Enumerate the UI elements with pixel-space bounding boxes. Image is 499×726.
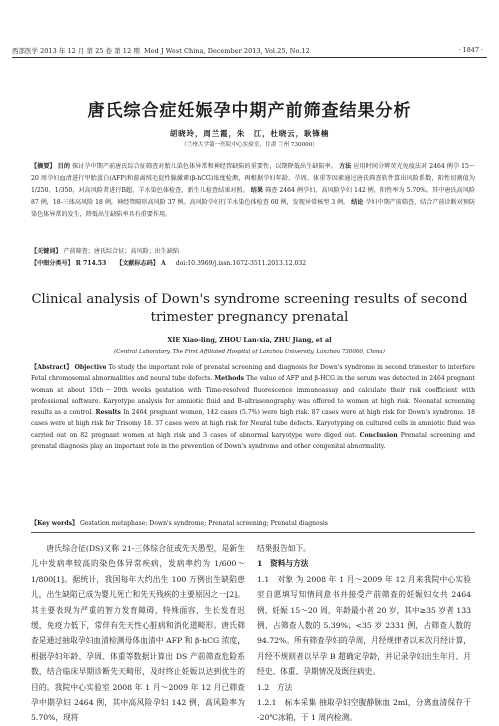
keywords-label-en: 【Key words】 <box>31 520 79 527</box>
results-text-en: In 2464 pregnant women, 142 cases (5.7%) were high risk. 87 cases were at high risk for Down's syndrome. 18 cases were at high risk for Trisomy 18. 37 cases were at high risk for Neural tube defects. Karyotyping on cultured cells in amniotic fluid was carried out on 82 pregnant women at high risk and 3 cases of abnormal karyotype were diged out. <box>31 409 475 439</box>
journal-name-en: Med J West China, December 2013, Vol.25, No.12 <box>144 47 310 55</box>
keywords-en <box>31 518 475 527</box>
abstract-label: 【摘要】 <box>31 163 56 170</box>
journal-name-cn: 西部医学 2013 年 12 月 第 25 卷 第 12 期 <box>12 47 140 55</box>
objective-label: 目的 <box>57 163 70 170</box>
affiliation-en: (Central Laboratory, The First Affiliated Hospital of Lanzhou University, Lanzhou 730000, China) <box>114 349 385 355</box>
methods-label: 方法 <box>339 163 352 170</box>
results-label-en: Results <box>95 409 121 417</box>
title-en-line: trimester pregnancy prenatal <box>150 310 349 325</box>
body-paragraph: 唐氏综合征(DS)又称 21-三体综合征或先天愚型，是新生儿中发病率较高的染色体异常疾病，发病率约为 1/600～1/800[1]。据统计，我国每年大约出生 100 万例出生缺陷患儿，出生缺陷已成为婴儿死亡和先天残疾的主要原因之一[2]。其主要表现为严重的智力发育障碍，特殊面容，生长发育迟缓，免疫力低下，常伴有先天性心脏病和消化道畸形。唐氏筛查是通过抽取孕妇血清检测母体血清中 AFP 和 β-hCG 浓度，根据孕妇年龄、孕周、体重等数据计算出 DS 产前筛查危险系数，结合临床早期诊断先天畸形，及时终止妊娠以达到优生的目的。我院中心实验室 2008 年 1 月～2009 年 12 月已筛查孕中期孕妇 2464 例，其中高风险孕妇 142 例，高风险率为 5.70%，现将 <box>31 544 245 723</box>
abstract-en <box>31 362 475 452</box>
methods-label-en: Methods <box>214 375 245 383</box>
section-heading: 1 资料与方法 <box>257 559 309 569</box>
keywords-label: 【关键词】 <box>31 248 62 255</box>
subsection-heading: 1.2 方法 <box>257 682 293 692</box>
objective-text: 探讨孕中期产前唐氏综合征筛查对胎儿染色体异常和神经管缺陷的重要性，以期降低出生缺陷率。 <box>72 163 337 170</box>
body-paragraph: 为 2008 年 1 月～2009 年 12 月来我院中心实验室自愿填写知情同意书并接受产前筛查的妊娠妇女共 2464 例，妊娠 15～20 周，年龄最小者 20 岁，其中≥35 岁者 133 例，占筛查人数的 5.39%；<35 岁 2331 例，占筛查人数的 94.72%。所有筛查孕妇的孕周，月经规律者以末次月经计算，月经不规则者以早孕 B 超确定孕龄，并记录孕妇出生年月、月经史、体重、孕期情况及既往病史。 <box>257 574 471 677</box>
conclusion-text: 孕妇中期产前筛查，结合产前诊断对预防染色体异常的发生，降低出生缺陷率具有重要作用。 <box>31 199 476 219</box>
conclusion-text-en: Prenatal screening and prenatal diagnosis play an important role in the prevention of Down's syndrome and other congenital abnormality. <box>31 431 476 451</box>
conclusion-label-en: Conclusion <box>359 431 398 439</box>
results-label: 结果 <box>250 187 264 195</box>
clc-number: 【中图分类号】 R 714.53 <box>31 260 107 267</box>
abstract-label-en: 【Abstract】 <box>31 364 73 371</box>
body-paragraph: 结果报告如下。 <box>257 544 311 553</box>
document-code: 【文献标志码】 A <box>116 260 166 267</box>
objective-text-en: To study the important role of prenatal screening and diagnosis for Down's syndrome in second trimester to interfere Fetal chromosomal abnormalities and neural tube defects. <box>31 364 476 383</box>
section-divider <box>31 532 475 533</box>
body-column-right <box>257 541 471 726</box>
title-en-line: Clinical analysis of Down's syndrome screening results of second <box>31 292 468 307</box>
doi: doi:10.3969/j.issn.1672-3511.2013.12.032 <box>175 260 307 267</box>
keywords-text: 产前筛查；唐氏综合征；高风险；出生缺陷 <box>63 248 180 255</box>
body-paragraph: 抽取孕妇空腹静脉血 2ml，分离血清保存于 -20℃冰箱，于 1 周内检测。 <box>257 698 472 723</box>
affiliation-cn: （兰州大学第一医院中心实验室，甘肃 兰州 730000） <box>181 142 318 148</box>
keywords-text-en: Gestation metaphase; Down's syndrome; Prenatal screening; Prenatal diagnosis <box>80 520 328 527</box>
conclusion-label: 结论 <box>351 199 364 207</box>
body-column-left <box>31 541 245 726</box>
title-cn: 唐氏综合症妊娠孕中期产前筛查结果分析 <box>87 101 412 121</box>
abstract-cn <box>31 161 475 221</box>
subsection-heading: 1.1 对象 <box>257 574 294 584</box>
objective-label-en: Objective <box>74 364 107 371</box>
results-text: 筛查 2464 例孕妇，高风险孕妇 142 例，阳性率为 5.70%。其中唐氏高风险 87 例，18-三体高风险 18 例，神经管畸形高风险 37 例。高风险孕妇行羊水染色体检查 60 例，发现异常核型 3 例。 <box>31 187 475 207</box>
authors-cn: 胡晓玲，周兰霞，朱 江，杜晓云，耿锋楠 <box>169 129 330 138</box>
classification <box>31 258 475 267</box>
keywords-cn <box>31 246 475 255</box>
running-header <box>12 46 487 56</box>
title-en <box>0 291 499 327</box>
page-number: · 1847 · <box>458 46 483 54</box>
methods-text: 应用时间分辨荧光免疫法对 2464 例孕 15～20 周孕妇血清进行甲胎蛋白(AFP)和游离绒毛促性腺激素(β-hCG)浓度检测，再根据孕妇年龄、孕周、体重等因素通过唐氏筛查软件算出风险系数，阳性切割值为 1/250、1/350，对高风险者进行B超、羊水染色体检查，新生儿检查结果对照。 <box>31 163 476 195</box>
authors-en: XIE Xiao-ling, ZHOU Lan-xia, ZHU Jiang, et al <box>167 336 332 344</box>
header-rule <box>12 57 487 58</box>
methods-text-en: The value of AFP and β-HCG in the serum was detected in 2464 pregnant woman at about 15th～20th weeks gestation with Time-resolved fluorescence immunoassay and calculate their risk coefficient with professional software. Karyotype analysis for amniotic fluid and B-ultrasonography was offered to women at high risk. Neonatal screening results as a control. <box>31 375 476 417</box>
subsection-heading: 1.2.1 标本采集 <box>257 698 317 708</box>
